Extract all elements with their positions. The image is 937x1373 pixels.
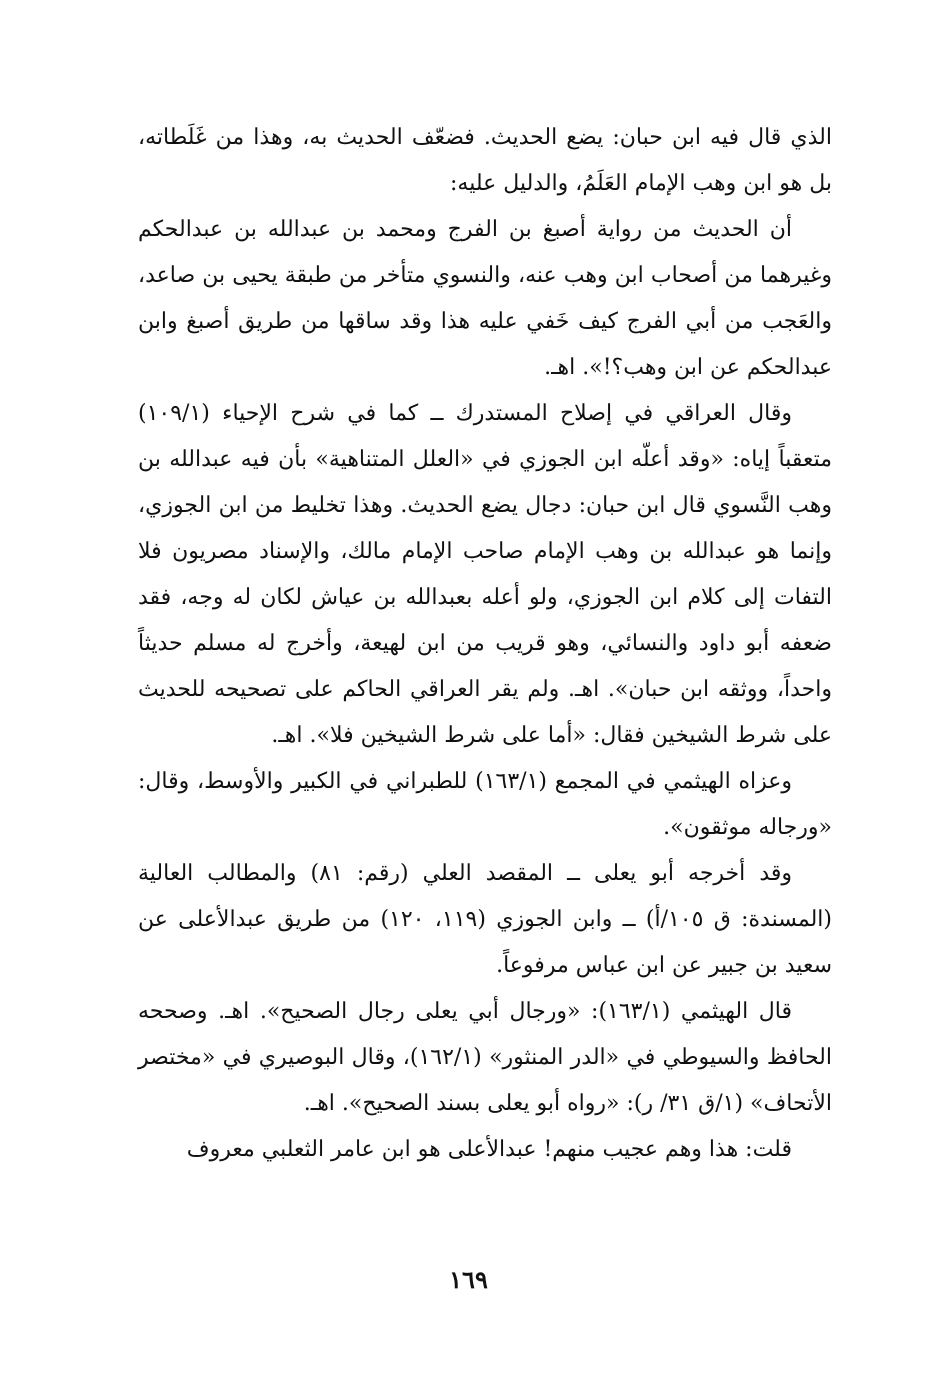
paragraph-6: قال الهيثمي (١٦٣/١): «ورجال أبي يعلى رجال الصحيح». اهـ. وصححه الحافظ والسيوطي في «الدر المنثور» (١٦٢/١)، وقال البوصيري في «مختصر الأتحاف» (١/ق ٣١/ ر): «رواه أبو يعلى بسند الصحيح». اهـ. xyxy=(138,999,832,1116)
paragraph-4: وعزاه الهيثمي في المجمع (١٦٣/١) للطبراني في الكبير والأوسط، وقال: «ورجاله موثقون». xyxy=(138,769,832,840)
paragraph-3: وقال العراقي في إصلاح المستدرك ــ كما في شرح الإحياء (١٠٩/١) متعقباً إياه: «وقد أعلّه ابن الجوزي في «العلل المتناهية» بأن فيه عبدالله بن وهب النَّسوي قال ابن حبان: دجال يضع الحديث. وهذا تخليط من ابن الجوزي، وإنما هو عبدالله بن وهب الإمام صاحب الإمام مالك، والإسناد مصريون فلا التفات إلى كلام ابن الجوزي، ولو أعله بعبدالله بن عياش لكان له وجه، فقد ضعفه أبو داود والنسائي، وهو قريب من ابن لهيعة، وأخرج له مسلم حديثاً واحداً، ووثقه ابن حبان». اهـ. ولم يقر العراقي الحاكم على تصحيحه للحديث على شرط الشيخين فقال: «أما على شرط الشيخين فلا». اهـ. xyxy=(138,401,832,748)
main-text xyxy=(138,115,832,1173)
paragraph-7: قلت: هذا وهم عجيب منهم! عبدالأعلى هو ابن عامر الثعلبي معروف xyxy=(186,1137,792,1162)
paragraph-1: الذي قال فيه ابن حبان: يضع الحديث. فضعّف الحديث به، وهذا من غَلَطاته، بل هو ابن وهب الإمام العَلَمُ، والدليل عليه: xyxy=(138,125,832,196)
page-number: ١٦٩ xyxy=(449,1265,488,1294)
paragraph-2: أن الحديث من رواية أصبغ بن الفرج ومحمد بن عبدالله بن عبدالحكم وغيرهما من أصحاب ابن وهب عنه، والنسوي متأخر من طبقة يحيى بن صاعد، والعَجب من أبي الفرج كيف خَفي عليه هذا وقد ساقها من طريق أصبغ وابن عبدالحكم عن ابن وهب؟!». اهـ. xyxy=(138,217,832,380)
paragraph-5: وقد أخرجه أبو يعلى ــ المقصد العلي (رقم: ٨١) والمطالب العالية (المسندة: ق ١٠٥/أ) ــ وابن الجوزي (١١٩، ١٢٠) من طريق عبدالأعلى عن سعيد بن جبير عن ابن عباس مرفوعاً. xyxy=(138,861,832,978)
